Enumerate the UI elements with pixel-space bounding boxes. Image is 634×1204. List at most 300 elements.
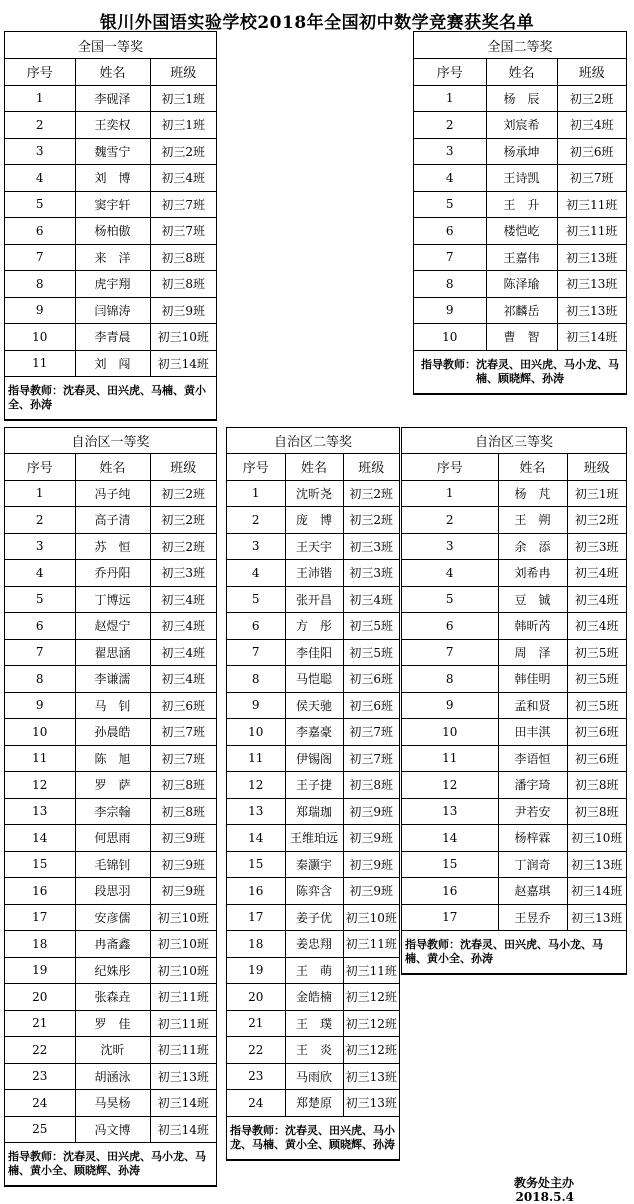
- table-row: [5, 931, 216, 958]
- class-name: 初三2班: [557, 85, 626, 112]
- student-name: 楼恺屹: [486, 218, 557, 245]
- class-name: 初三7班: [150, 745, 216, 772]
- student-name: 冯文博: [75, 1116, 150, 1143]
- student-name: 孟和贤: [498, 692, 567, 719]
- row-number: 3: [227, 533, 285, 560]
- row-number: 12: [402, 772, 498, 799]
- student-name: 刘 闯: [75, 350, 150, 377]
- student-name: 伊锡阁: [285, 745, 343, 772]
- table-row: [5, 350, 216, 377]
- student-name: 李砚泽: [75, 85, 150, 112]
- student-name: 沈昕: [75, 1037, 150, 1064]
- row-number: 2: [5, 507, 75, 534]
- student-name: 王 朔: [498, 507, 567, 534]
- row-number: 1: [5, 480, 75, 507]
- class-name: 初三9班: [343, 878, 399, 905]
- class-name: 初三8班: [150, 798, 216, 825]
- table-row: [402, 560, 626, 587]
- class-name: 初三14班: [150, 350, 216, 377]
- class-name: 初三3班: [343, 533, 399, 560]
- teacher-note: 指导教师：沈春灵、田兴虎、马楠、黄小全、孙涛: [5, 377, 216, 420]
- student-name: 王昱乔: [498, 904, 567, 931]
- student-name: 罗 佳: [75, 1010, 150, 1037]
- student-name: 陈泽瑜: [486, 271, 557, 298]
- table-row: [414, 324, 626, 351]
- class-name: 初三10班: [150, 904, 216, 931]
- student-name: 杨承坤: [486, 138, 557, 165]
- student-name: 李青晨: [75, 324, 150, 351]
- region-first-prize-table: [4, 427, 217, 1187]
- student-name: 翟思涵: [75, 639, 150, 666]
- table-row: [5, 1037, 216, 1064]
- student-name: 金皓楠: [285, 984, 343, 1011]
- student-name: 李嘉豪: [285, 719, 343, 746]
- table-row: [227, 931, 399, 958]
- row-number: 4: [402, 560, 498, 587]
- student-name: 沈昕尧: [285, 480, 343, 507]
- row-number: 3: [414, 138, 486, 165]
- student-name: 何思雨: [75, 825, 150, 852]
- class-name: 初三4班: [567, 560, 626, 587]
- teacher-note: 指导教师：沈春灵、田兴虎、马小龙、马楠、顾晓辉、孙涛: [414, 350, 626, 393]
- header-class: 班级: [557, 59, 626, 86]
- student-name: 孙晨皓: [75, 719, 150, 746]
- class-name: 初三6班: [567, 719, 626, 746]
- table-row: [227, 719, 399, 746]
- header-name: 姓名: [285, 454, 343, 481]
- class-name: 初三9班: [343, 851, 399, 878]
- header-class: 班级: [150, 59, 216, 86]
- class-name: 初三2班: [150, 480, 216, 507]
- class-name: 初三5班: [567, 692, 626, 719]
- row-number: 7: [5, 244, 75, 271]
- table-row: [402, 878, 626, 905]
- table-caption: 自治区一等奖: [5, 428, 216, 454]
- row-number: 8: [5, 666, 75, 693]
- class-name: 初三11班: [343, 957, 399, 984]
- class-name: 初三9班: [150, 851, 216, 878]
- class-name: 初三4班: [150, 666, 216, 693]
- student-name: 王 璞: [285, 1010, 343, 1037]
- row-number: 24: [5, 1090, 75, 1117]
- class-name: 初三4班: [343, 586, 399, 613]
- row-number: 15: [227, 851, 285, 878]
- student-name: 潘宇琦: [498, 772, 567, 799]
- student-name: 安彦儒: [75, 904, 150, 931]
- table-row: [414, 165, 626, 192]
- student-name: 杨 辰: [486, 85, 557, 112]
- class-name: 初三6班: [343, 666, 399, 693]
- student-name: 李佳阳: [285, 639, 343, 666]
- table-row: [5, 533, 216, 560]
- class-name: 初三5班: [567, 639, 626, 666]
- row-number: 6: [402, 613, 498, 640]
- table-row: [227, 507, 399, 534]
- national-first-prize-table: [4, 31, 217, 421]
- table-row: [5, 825, 216, 852]
- table-row: [227, 1010, 399, 1037]
- class-name: 初三6班: [343, 692, 399, 719]
- row-number: 23: [227, 1063, 285, 1090]
- teacher-note: 指导教师：沈春灵、田兴虎、马小龙、马楠、黄小全、顾晓辉、孙涛: [5, 1143, 216, 1186]
- table-row: [227, 984, 399, 1011]
- row-number: 5: [5, 586, 75, 613]
- student-name: 毛锦钊: [75, 851, 150, 878]
- table-row: [227, 904, 399, 931]
- student-name: 田丰淇: [498, 719, 567, 746]
- student-name: 姜忠翔: [285, 931, 343, 958]
- header-number: 序号: [5, 454, 75, 481]
- table: [402, 428, 626, 974]
- student-name: 来 洋: [75, 244, 150, 271]
- class-name: 初三8班: [567, 772, 626, 799]
- row-number: 14: [227, 825, 285, 852]
- header-name: 姓名: [486, 59, 557, 86]
- class-name: 初三7班: [150, 191, 216, 218]
- row-number: 23: [5, 1063, 75, 1090]
- table-row: [5, 218, 216, 245]
- row-number: 7: [227, 639, 285, 666]
- class-name: 初三2班: [150, 533, 216, 560]
- student-name: 方 彤: [285, 613, 343, 640]
- class-name: 初三7班: [150, 218, 216, 245]
- student-name: 胡涵泳: [75, 1063, 150, 1090]
- row-number: 15: [5, 851, 75, 878]
- class-name: 初三5班: [567, 666, 626, 693]
- row-number: 10: [414, 324, 486, 351]
- row-number: 21: [227, 1010, 285, 1037]
- student-name: 曹 智: [486, 324, 557, 351]
- student-name: 杨 芃: [498, 480, 567, 507]
- student-name: 闫锦涛: [75, 297, 150, 324]
- class-name: 初三5班: [343, 613, 399, 640]
- table-row: [5, 586, 216, 613]
- table-row: [227, 1063, 399, 1090]
- class-name: 初三4班: [150, 165, 216, 192]
- row-number: 19: [227, 957, 285, 984]
- class-name: 初三8班: [150, 244, 216, 271]
- row-number: 24: [227, 1090, 285, 1117]
- class-name: 初三13班: [557, 244, 626, 271]
- student-name: 王子捷: [285, 772, 343, 799]
- table-row: [227, 480, 399, 507]
- student-name: 马恺聪: [285, 666, 343, 693]
- row-number: 2: [227, 507, 285, 534]
- student-name: 尹若安: [498, 798, 567, 825]
- table-row: [414, 297, 626, 324]
- student-name: 杨柏傲: [75, 218, 150, 245]
- table-row: [5, 904, 216, 931]
- header-number: 序号: [414, 59, 486, 86]
- table-caption: 全国一等奖: [5, 32, 216, 59]
- student-name: 李宗翰: [75, 798, 150, 825]
- class-name: 初三10班: [343, 904, 399, 931]
- table-row: [5, 666, 216, 693]
- table-row: [5, 1116, 216, 1143]
- table-row: [5, 324, 216, 351]
- row-number: 12: [227, 772, 285, 799]
- student-name: 郑瑞珈: [285, 798, 343, 825]
- class-name: 初三13班: [343, 1090, 399, 1117]
- row-number: 9: [227, 692, 285, 719]
- table-row: [402, 586, 626, 613]
- row-number: 4: [227, 560, 285, 587]
- student-name: 李语恒: [498, 745, 567, 772]
- organizer-text: 教务处主办: [513, 1176, 574, 1190]
- table-row: [227, 825, 399, 852]
- header-name: 姓名: [498, 454, 567, 481]
- row-number: 14: [5, 825, 75, 852]
- class-name: 初三4班: [150, 586, 216, 613]
- row-number: 6: [227, 613, 285, 640]
- table-row: [227, 613, 399, 640]
- student-name: 赵煜宁: [75, 613, 150, 640]
- row-number: 25: [5, 1116, 75, 1143]
- class-name: 初三11班: [557, 218, 626, 245]
- row-number: 1: [402, 480, 498, 507]
- header-class: 班级: [567, 454, 626, 481]
- region-third-prize-table: [401, 427, 627, 975]
- table: [414, 32, 626, 394]
- class-name: 初三1班: [150, 112, 216, 139]
- row-number: 9: [414, 297, 486, 324]
- table-row: [5, 480, 216, 507]
- class-name: 初三11班: [150, 984, 216, 1011]
- row-number: 10: [227, 719, 285, 746]
- table-row: [227, 1037, 399, 1064]
- class-name: 初三13班: [343, 1063, 399, 1090]
- class-name: 初三9班: [150, 297, 216, 324]
- student-name: 姜子优: [285, 904, 343, 931]
- table-row: [5, 271, 216, 298]
- table-row: [402, 719, 626, 746]
- header-number: 序号: [227, 454, 285, 481]
- table-row: [5, 613, 216, 640]
- row-number: 13: [227, 798, 285, 825]
- class-name: 初三4班: [557, 112, 626, 139]
- table-row: [402, 798, 626, 825]
- region-second-prize-table: [226, 427, 400, 1161]
- class-name: 初三14班: [557, 324, 626, 351]
- class-name: 初三8班: [150, 271, 216, 298]
- class-name: 初三4班: [150, 639, 216, 666]
- row-number: 3: [5, 533, 75, 560]
- class-name: 初三2班: [343, 507, 399, 534]
- row-number: 4: [5, 165, 75, 192]
- table-row: [5, 138, 216, 165]
- student-name: 虎宇翔: [75, 271, 150, 298]
- student-name: 纪姝彤: [75, 957, 150, 984]
- student-name: 段思羽: [75, 878, 150, 905]
- table-row: [402, 851, 626, 878]
- teacher-note: 指导教师：沈春灵、田兴虎、马小龙、马楠、黄小全、孙涛: [402, 931, 626, 974]
- student-name: 庞 博: [285, 507, 343, 534]
- class-name: 初三13班: [567, 851, 626, 878]
- row-number: 4: [414, 165, 486, 192]
- table-row: [414, 138, 626, 165]
- student-name: 罗 萨: [75, 772, 150, 799]
- row-number: 18: [227, 931, 285, 958]
- table-row: [5, 984, 216, 1011]
- table-row: [227, 851, 399, 878]
- table-row: [5, 957, 216, 984]
- row-number: 20: [5, 984, 75, 1011]
- student-name: 王沛锴: [285, 560, 343, 587]
- student-name: 陈弈含: [285, 878, 343, 905]
- class-name: 初三9班: [150, 878, 216, 905]
- table-row: [414, 244, 626, 271]
- student-name: 魏雪宁: [75, 138, 150, 165]
- row-number: 3: [5, 138, 75, 165]
- page-title: 银川外国语实验学校2018年全国初中数学竞赛获奖名单: [99, 13, 535, 33]
- table-row: [5, 85, 216, 112]
- class-name: 初三4班: [567, 586, 626, 613]
- student-name: 侯天驰: [285, 692, 343, 719]
- class-name: 初三6班: [150, 692, 216, 719]
- student-name: 丁润奇: [498, 851, 567, 878]
- row-number: 6: [5, 218, 75, 245]
- table-row: [5, 297, 216, 324]
- student-name: 王嘉伟: [486, 244, 557, 271]
- class-name: 初三13班: [557, 297, 626, 324]
- row-number: 16: [227, 878, 285, 905]
- student-name: 韩佳明: [498, 666, 567, 693]
- row-number: 14: [402, 825, 498, 852]
- row-number: 5: [414, 191, 486, 218]
- student-name: 乔丹阳: [75, 560, 150, 587]
- table-row: [5, 719, 216, 746]
- student-name: 杨梓霖: [498, 825, 567, 852]
- table: [5, 428, 216, 1186]
- table-row: [5, 112, 216, 139]
- student-name: 高子清: [75, 507, 150, 534]
- class-name: 初三10班: [567, 825, 626, 852]
- table-caption: 自治区三等奖: [402, 428, 626, 454]
- class-name: 初三10班: [150, 957, 216, 984]
- row-number: 1: [5, 85, 75, 112]
- table-row: [402, 666, 626, 693]
- row-number: 17: [227, 904, 285, 931]
- class-name: 初三7班: [343, 745, 399, 772]
- class-name: 初三11班: [150, 1010, 216, 1037]
- table-row: [402, 507, 626, 534]
- header-number: 序号: [402, 454, 498, 481]
- table-row: [227, 772, 399, 799]
- class-name: 初三14班: [567, 878, 626, 905]
- row-number: 2: [5, 112, 75, 139]
- table-row: [227, 745, 399, 772]
- row-number: 11: [402, 745, 498, 772]
- row-number: 9: [5, 297, 75, 324]
- student-name: 王维珀远: [285, 825, 343, 852]
- class-name: 初三5班: [343, 639, 399, 666]
- row-number: 6: [414, 218, 486, 245]
- row-number: 18: [5, 931, 75, 958]
- table-row: [402, 745, 626, 772]
- class-name: 初三13班: [567, 904, 626, 931]
- class-name: 初三7班: [343, 719, 399, 746]
- row-number: 9: [5, 692, 75, 719]
- student-name: 李谦濡: [75, 666, 150, 693]
- class-name: 初三8班: [567, 798, 626, 825]
- row-number: 12: [5, 772, 75, 799]
- header-class: 班级: [343, 454, 399, 481]
- table-row: [402, 533, 626, 560]
- row-number: 7: [5, 639, 75, 666]
- class-name: 初三14班: [150, 1116, 216, 1143]
- row-number: 10: [5, 324, 75, 351]
- row-number: 13: [402, 798, 498, 825]
- table-row: [5, 507, 216, 534]
- row-number: 20: [227, 984, 285, 1011]
- student-name: 秦灏宇: [285, 851, 343, 878]
- class-name: 初三11班: [343, 931, 399, 958]
- date-text: 2018.5.4: [515, 1190, 574, 1204]
- row-number: 8: [227, 666, 285, 693]
- table-row: [227, 878, 399, 905]
- header-class: 班级: [150, 454, 216, 481]
- row-number: 22: [5, 1037, 75, 1064]
- student-name: 苏 恒: [75, 533, 150, 560]
- row-number: 5: [5, 191, 75, 218]
- table: [5, 32, 216, 420]
- row-number: 5: [227, 586, 285, 613]
- table-row: [5, 191, 216, 218]
- table-row: [5, 560, 216, 587]
- class-name: 初三3班: [567, 533, 626, 560]
- row-number: 8: [414, 271, 486, 298]
- student-name: 王 萌: [285, 957, 343, 984]
- table-row: [227, 692, 399, 719]
- table-row: [402, 825, 626, 852]
- table-row: [402, 692, 626, 719]
- class-name: 初三11班: [150, 1037, 216, 1064]
- table-row: [5, 1010, 216, 1037]
- row-number: 7: [402, 639, 498, 666]
- class-name: 初三8班: [150, 772, 216, 799]
- class-name: 初三2班: [343, 480, 399, 507]
- table-row: [414, 218, 626, 245]
- row-number: 2: [414, 112, 486, 139]
- row-number: 15: [402, 851, 498, 878]
- student-name: 王 炎: [285, 1037, 343, 1064]
- class-name: 初三13班: [150, 1063, 216, 1090]
- table-row: [414, 271, 626, 298]
- class-name: 初三12班: [343, 1037, 399, 1064]
- national-second-prize-table: [413, 31, 627, 395]
- row-number: 11: [227, 745, 285, 772]
- student-name: 丁博远: [75, 586, 150, 613]
- row-number: 16: [5, 878, 75, 905]
- class-name: 初三1班: [150, 85, 216, 112]
- class-name: 初三12班: [343, 984, 399, 1011]
- student-name: 周 泽: [498, 639, 567, 666]
- student-name: 余 添: [498, 533, 567, 560]
- row-number: 22: [227, 1037, 285, 1064]
- table-row: [402, 613, 626, 640]
- table-caption: 全国二等奖: [414, 32, 626, 59]
- table-row: [414, 191, 626, 218]
- student-name: 王奕权: [75, 112, 150, 139]
- row-number: 2: [402, 507, 498, 534]
- table-row: [402, 480, 626, 507]
- table-row: [227, 798, 399, 825]
- class-name: 初三9班: [150, 825, 216, 852]
- student-name: 刘宸希: [486, 112, 557, 139]
- row-number: 1: [227, 480, 285, 507]
- class-name: 初三4班: [150, 613, 216, 640]
- table-row: [227, 639, 399, 666]
